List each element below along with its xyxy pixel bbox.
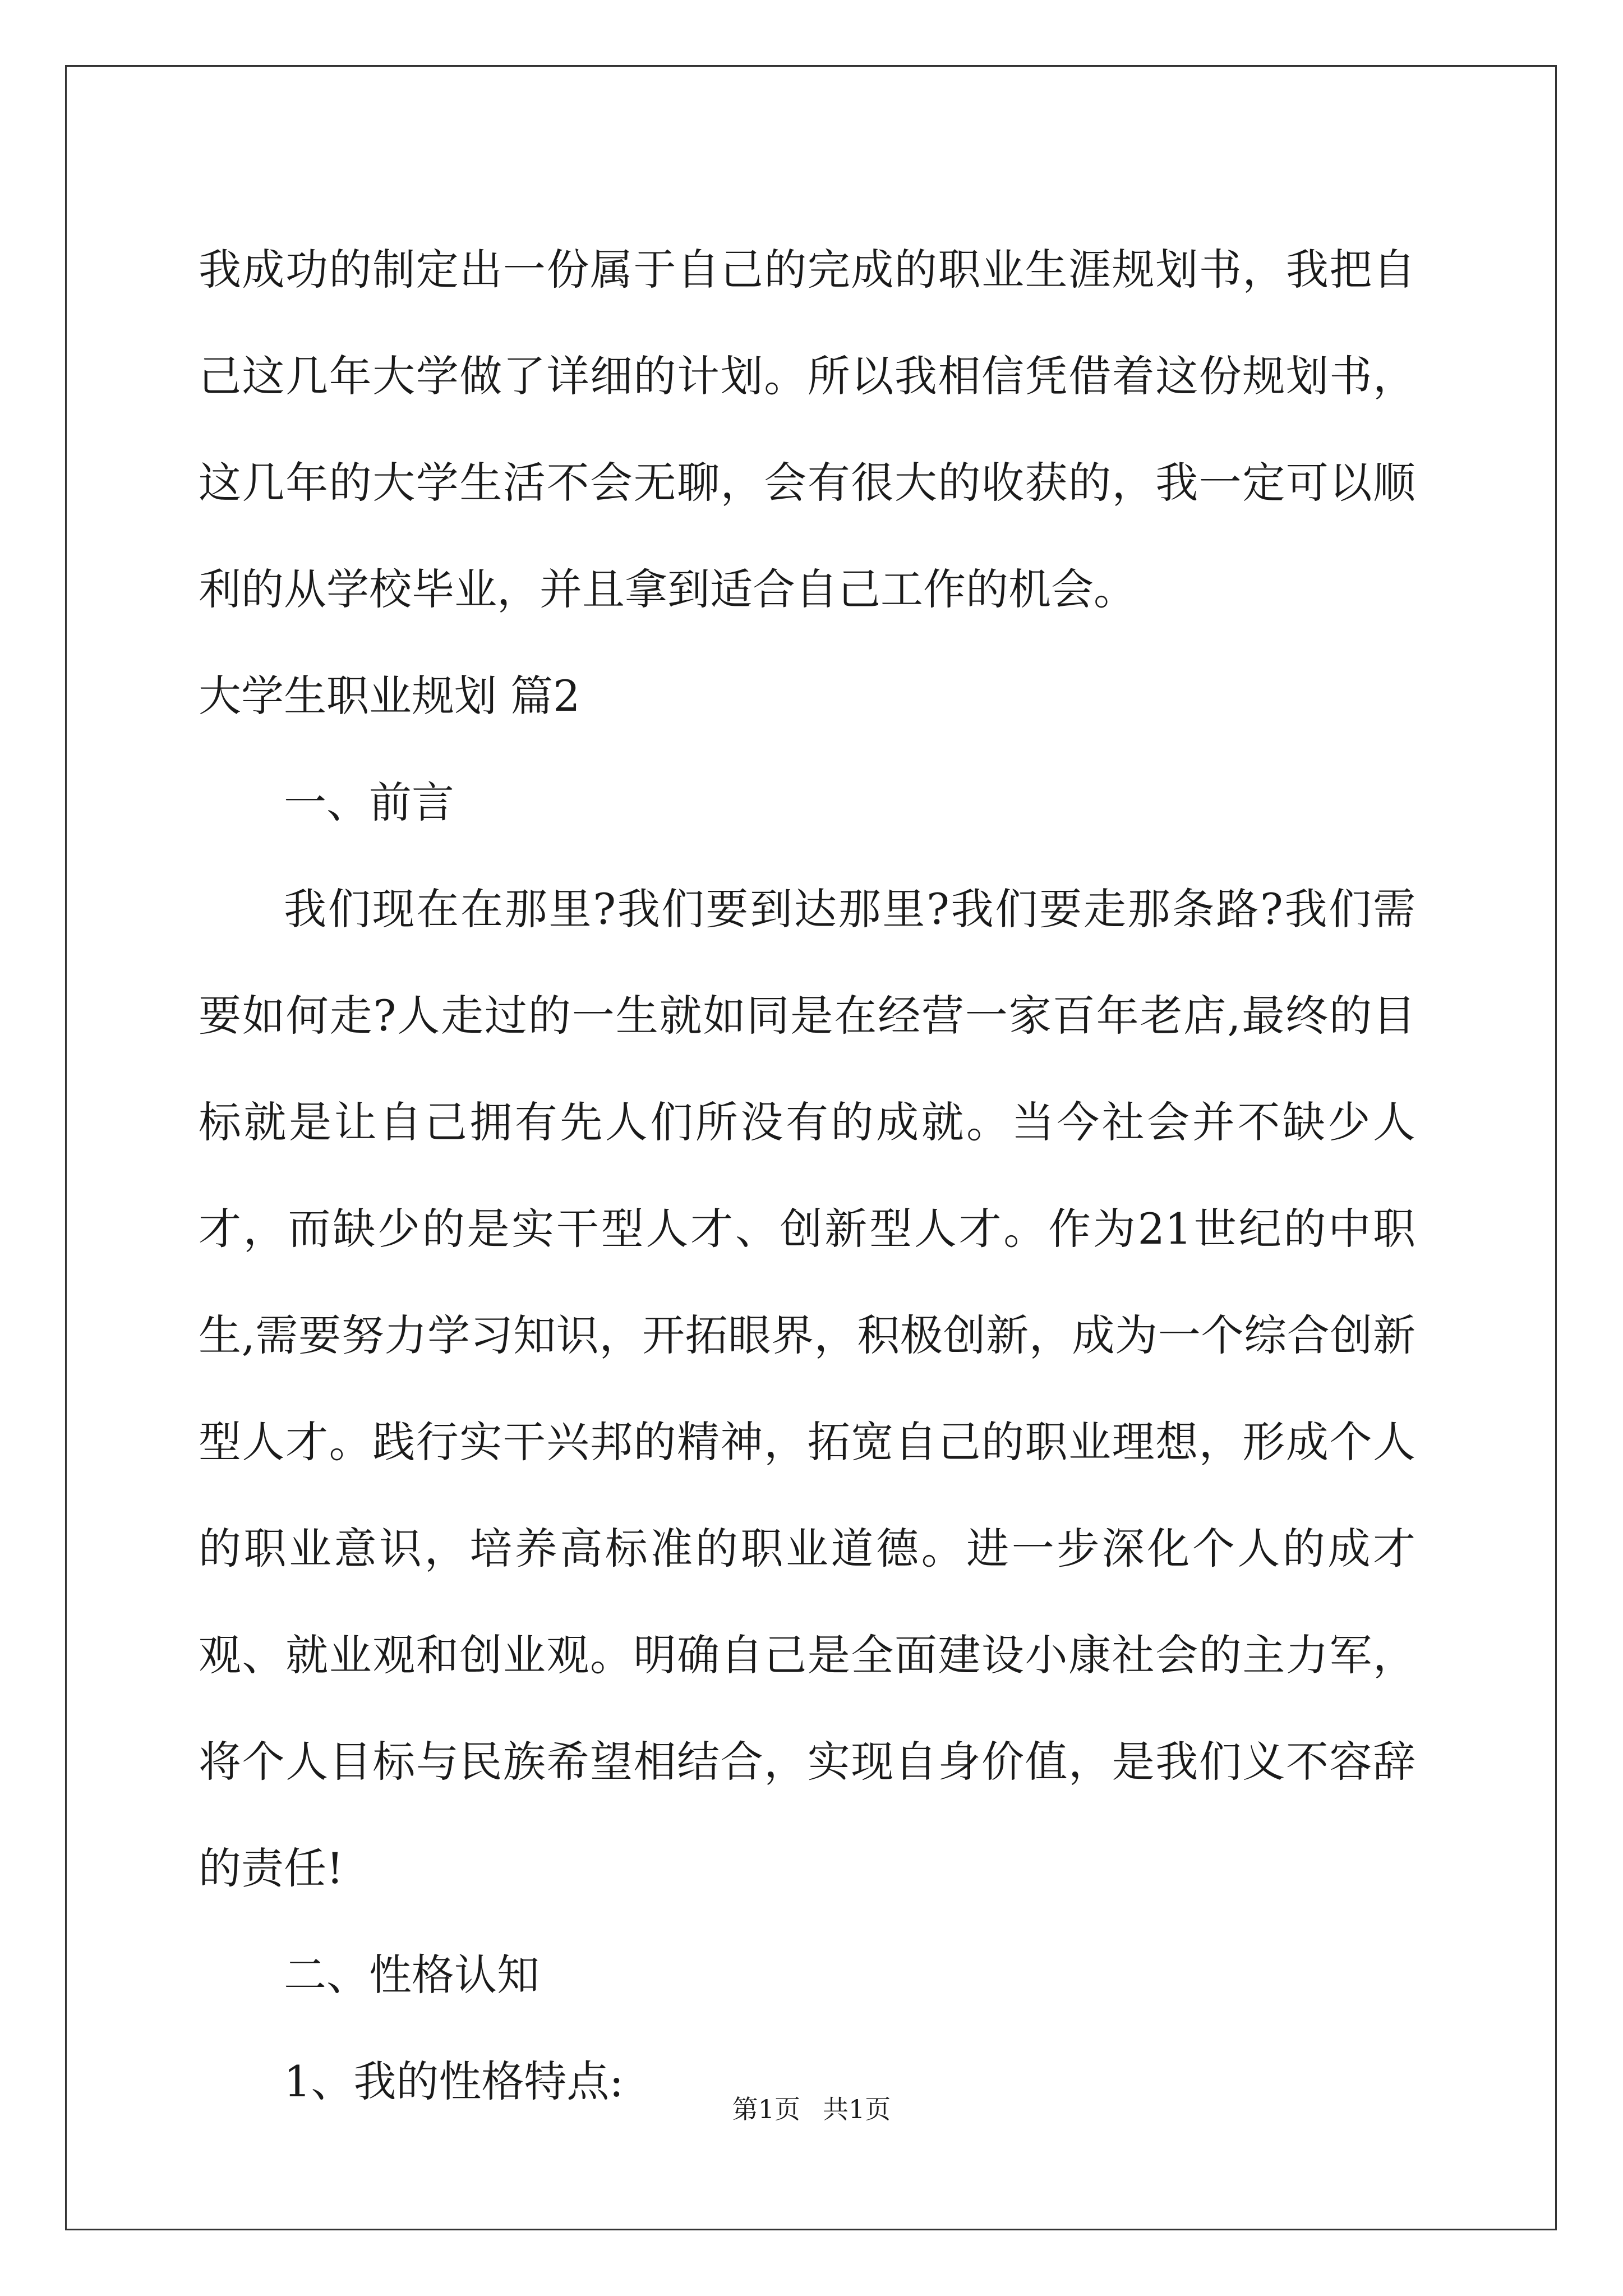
heading-preface: 一、前言 [284,777,454,827]
heading-personality-traits: 1、我的性格特点: [284,2056,624,2106]
page-number: 第1页 [732,2094,800,2124]
page-count: 共1页 [823,2094,891,2124]
paragraph-conclusion: 我成功的制定出一份属于自己的完成的职业生涯规划书，我把自己这几年大学做了详细的计划。所以我相信凭借着这份规划书，这几年的大学生活不会无聊，会有很大的收获的，我一定可以顺利的从学校毕业，并且拿到适合自己工作的机会。 [199,245,1415,614]
document-body [199,217,1415,2135]
heading-personality: 二、性格认知 [284,1950,540,2000]
paragraph-preface: 我们现在在那里?我们要到达那里?我们要走那条路?我们需要如何走?人走过的一生就如同是在经营一家百年老店,最终的目标就是让自己拥有先人们所没有的成就。当今社会并不缺少人才，而缺少的是实干型人才、创新型人才。作为21世纪的中职生,需要努力学习知识，开拓眼界，积极创新，成为一个综合创新型人才。践行实干兴邦的精神，拓宽自己的职业理想，形成个人的职业意识，培养高标准的职业道德。进一步深化个人的成才观、就业观和创业观。明确自己是全面建设小康社会的主力军，将个人目标与民族希望相结合，实现自身价值，是我们义不容辞的责任! [199,884,1415,1893]
section-title: 大学生职业规划 篇2 [199,671,580,721]
page-footer [0,2089,1623,2126]
